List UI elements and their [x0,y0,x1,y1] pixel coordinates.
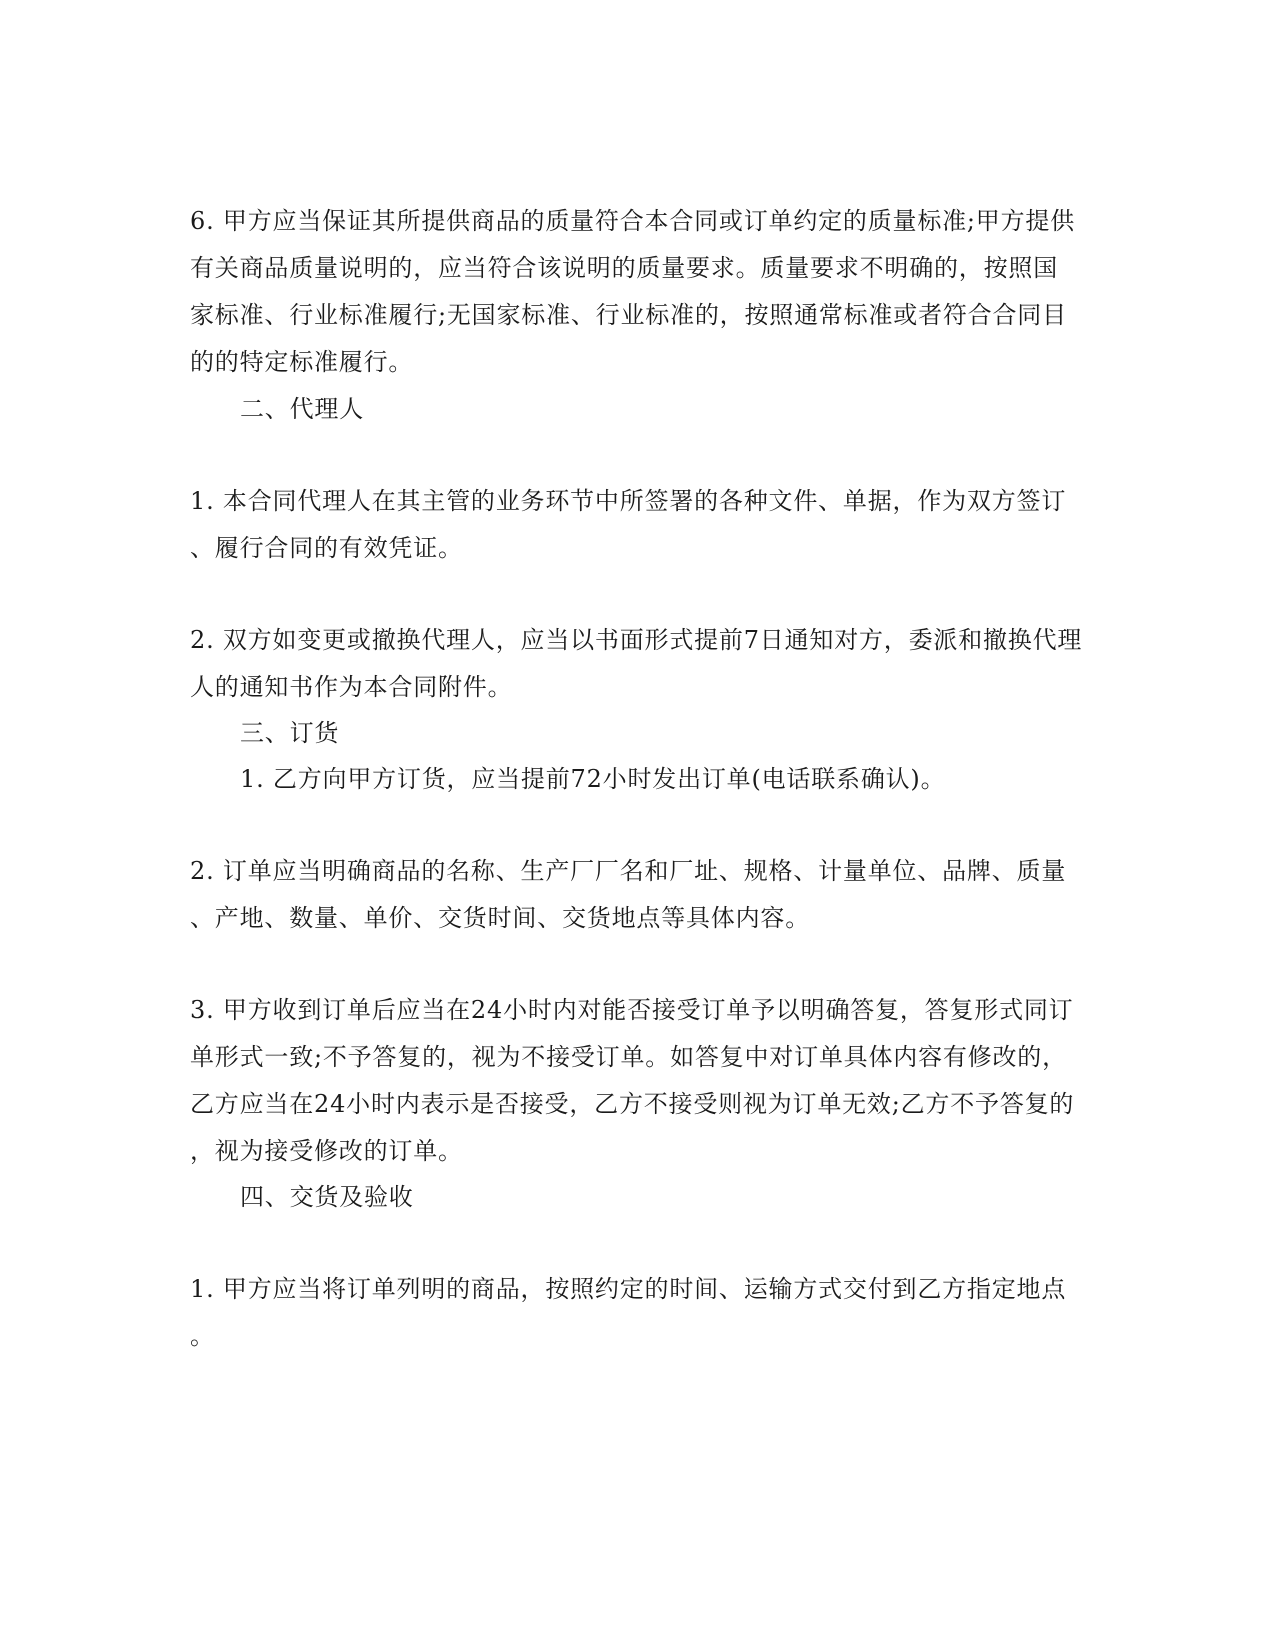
clause-6-line-3: 家标准、行业标准履行;无国家标准、行业标准的，按照通常标准或者符合合同目 [190,301,1067,329]
ordering-clause-2-line-2: 、产地、数量、单价、交货时间、交货地点等具体内容。 [190,904,810,932]
ordering-clause-2-line-1: 2. 订单应当明确商品的名称、生产厂厂名和厂址、规格、计量单位、品牌、质量 [190,857,1067,885]
ordering-clause-3-line-3: 乙方应当在24小时内表示是否接受，乙方不接受则视为订单无效;乙方不予答复的 [190,1090,1075,1118]
section-heading-agent: 二、代理人 [240,395,364,423]
ordering-clause-1: 1. 乙方向甲方订货，应当提前72小时发出订单(电话联系确认)。 [240,765,946,793]
section-heading-delivery: 四、交货及验收 [240,1183,414,1211]
ordering-clause-3-line-1: 3. 甲方收到订单后应当在24小时内对能否接受订单予以明确答复，答复形式同订 [190,996,1074,1024]
agent-clause-1-line-2: 、履行合同的有效凭证。 [190,534,463,562]
clause-6-line-2: 有关商品质量说明的，应当符合该说明的质量要求。质量要求不明确的，按照国 [190,254,1058,282]
section-heading-ordering: 三、订货 [240,719,340,747]
delivery-clause-1-line-2: 。 [190,1322,215,1350]
ordering-clause-3-line-2: 单形式一致;不予答复的，视为不接受订单。如答复中对订单具体内容有修改的， [190,1043,1067,1071]
clause-6-line-1: 6. 甲方应当保证其所提供商品的质量符合本合同或订单约定的质量标准;甲方提供 [190,207,1076,235]
agent-clause-2-line-1: 2. 双方如变更或撤换代理人，应当以书面形式提前7日通知对方，委派和撤换代理 [190,626,1083,654]
agent-clause-1-line-1: 1. 本合同代理人在其主管的业务环节中所签署的各种文件、单据，作为双方签订 [190,487,1067,515]
clause-6-line-4: 的的特定标准履行。 [190,348,414,376]
delivery-clause-1-line-1: 1. 甲方应当将订单列明的商品，按照约定的时间、运输方式交付到乙方指定地点 [190,1275,1067,1303]
agent-clause-2-line-2: 人的通知书作为本合同附件。 [190,673,513,701]
ordering-clause-3-line-4: ，视为接受修改的订单。 [190,1137,463,1165]
